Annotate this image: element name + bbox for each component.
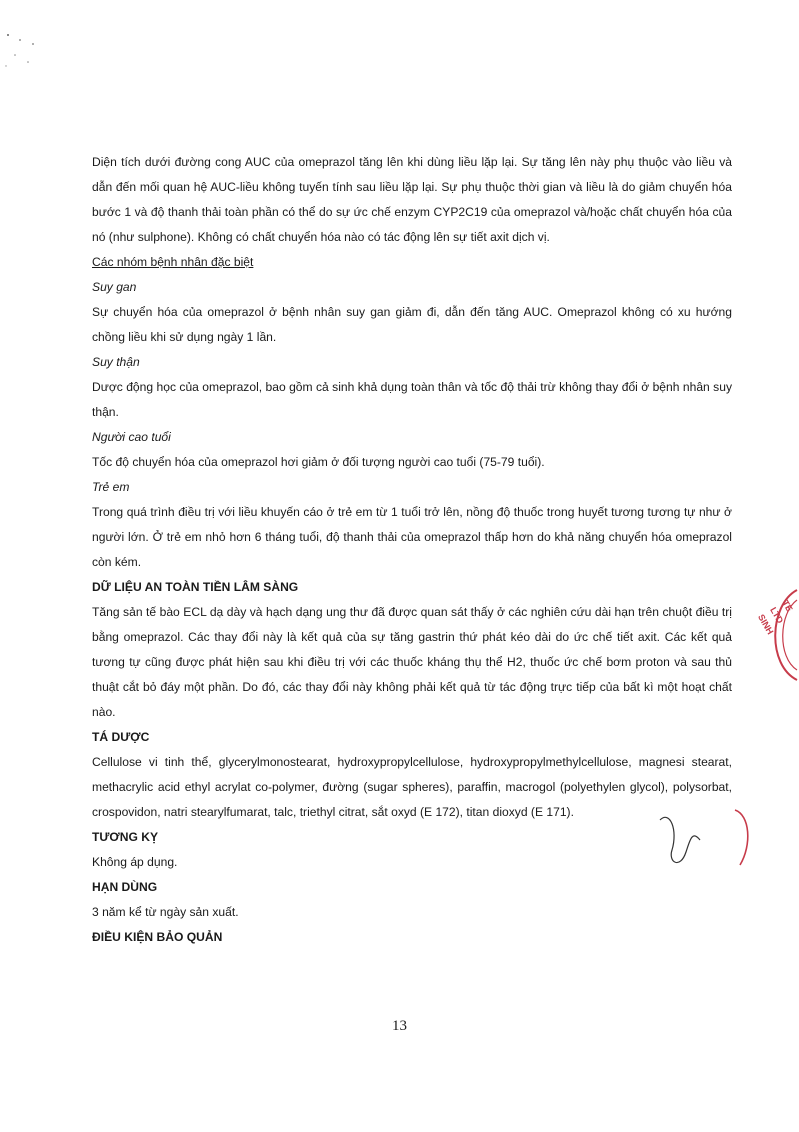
heading-excipients: TÁ DƯỢC bbox=[92, 730, 150, 744]
paragraph-shelf-life: 3 năm kể từ ngày sản xuất. bbox=[92, 905, 239, 919]
scan-specks bbox=[0, 20, 50, 80]
heading-special-groups: Các nhóm bệnh nhân đặc biệt bbox=[92, 255, 254, 269]
heading-preclinical-safety: DỮ LIỆU AN TOÀN TIỀN LÂM SÀNG bbox=[92, 580, 299, 594]
subheading-liver-failure: Suy gan bbox=[92, 280, 137, 294]
heading-storage: ĐIỀU KIỆN BẢO QUẢN bbox=[92, 930, 223, 944]
subheading-children: Trẻ em bbox=[92, 480, 130, 494]
subheading-elderly: Người cao tuổi bbox=[92, 430, 171, 444]
paragraph-elderly: Tốc độ chuyển hóa của omeprazol hơi giảm ở đối tượng người cao tuổi (75-79 tuổi). bbox=[92, 455, 545, 469]
signature-mark bbox=[640, 800, 780, 880]
heading-incompatibilities: TƯƠNG KỴ bbox=[92, 830, 159, 844]
paragraph-auc: Diện tích dưới đường cong AUC của omeprazol tăng lên khi dùng liều lặp lại. Sự tăng lên này phụ thuộc vào liều và dẫn đến mối quan hệ AUC-liều không tuyến tính sau liều lặp lại. Sự phụ thuộc thời gian và liều là do giảm chuyển hóa bước 1 và độ thanh thải toàn phần có thể do sự ức chế enzym CYP2C19 của omeprazol và/hoặc chất chuyển hóa của nó (như sulphone). Không có chất chuyển hóa nào có tác động lên sự tiết axit dịch vị. bbox=[92, 155, 732, 244]
stamp-text: TE LTD SINH bbox=[756, 598, 795, 637]
paragraph-incompatibilities: Không áp dụng. bbox=[92, 855, 178, 869]
page-number: 13 bbox=[392, 1018, 407, 1034]
paragraph-preclinical-safety: Tăng sản tế bào ECL dạ dày và hạch dạng ung thư đã được quan sát thấy ở các nghiên cứu dài hạn trên chuột điều trị bằng omeprazol. Các thay đổi này là kết quả của sự tăng gastrin thứ phát kéo dài do ức chế tiết axit. Các kết quả tương tự cũng được phát hiện sau khi điều trị với các thuốc kháng thụ thể H2, thuốc ức chế bơm proton và sau thủ thuật cắt bỏ đáy một phần. Do đó, các thay đổi này không phải kết quả từ tác động trực tiếp của bất kì một hoạt chất nào. bbox=[92, 605, 732, 719]
paragraph-liver-failure: Sự chuyển hóa của omeprazol ở bệnh nhân suy gan giảm đi, dẫn đến tăng AUC. Omeprazol không có xu hướng chồng liều khi sử dụng ngày 1 lần. bbox=[92, 305, 732, 344]
heading-shelf-life: HẠN DÙNG bbox=[92, 880, 158, 894]
document-body bbox=[92, 150, 732, 950]
paragraph-children: Trong quá trình điều trị với liều khuyến cáo ở trẻ em từ 1 tuổi trở lên, nồng độ thuốc trong huyết tương tương tự như ở người lớn. Ở trẻ em nhỏ hơn 6 tháng tuổi, độ thanh thải của omeprazol thấp hơn do khả năng chuyển hóa omeprazol còn kém. bbox=[92, 505, 732, 569]
paragraph-excipients: Cellulose vi tinh thể, glycerylmonostearat, hydroxypropylcellulose, hydroxypropylmethylcellulose, magnesi stearat, methacrylic acid ethyl acrylat co-polymer, đường (sugar spheres), paraffin, macrogol (polyethylen glycol), polysorbat, crospovidon, natri stearylfumarat, talc, triethyl citrat, sắt oxyd (E 172), titan dioxyd (E 171). bbox=[92, 755, 732, 819]
paragraph-kidney-failure: Dược động học của omeprazol, bao gồm cả sinh khả dụng toàn thân và tốc độ thải trừ không thay đổi ở bệnh nhân suy thận. bbox=[92, 380, 732, 419]
subheading-kidney-failure: Suy thận bbox=[92, 355, 140, 369]
